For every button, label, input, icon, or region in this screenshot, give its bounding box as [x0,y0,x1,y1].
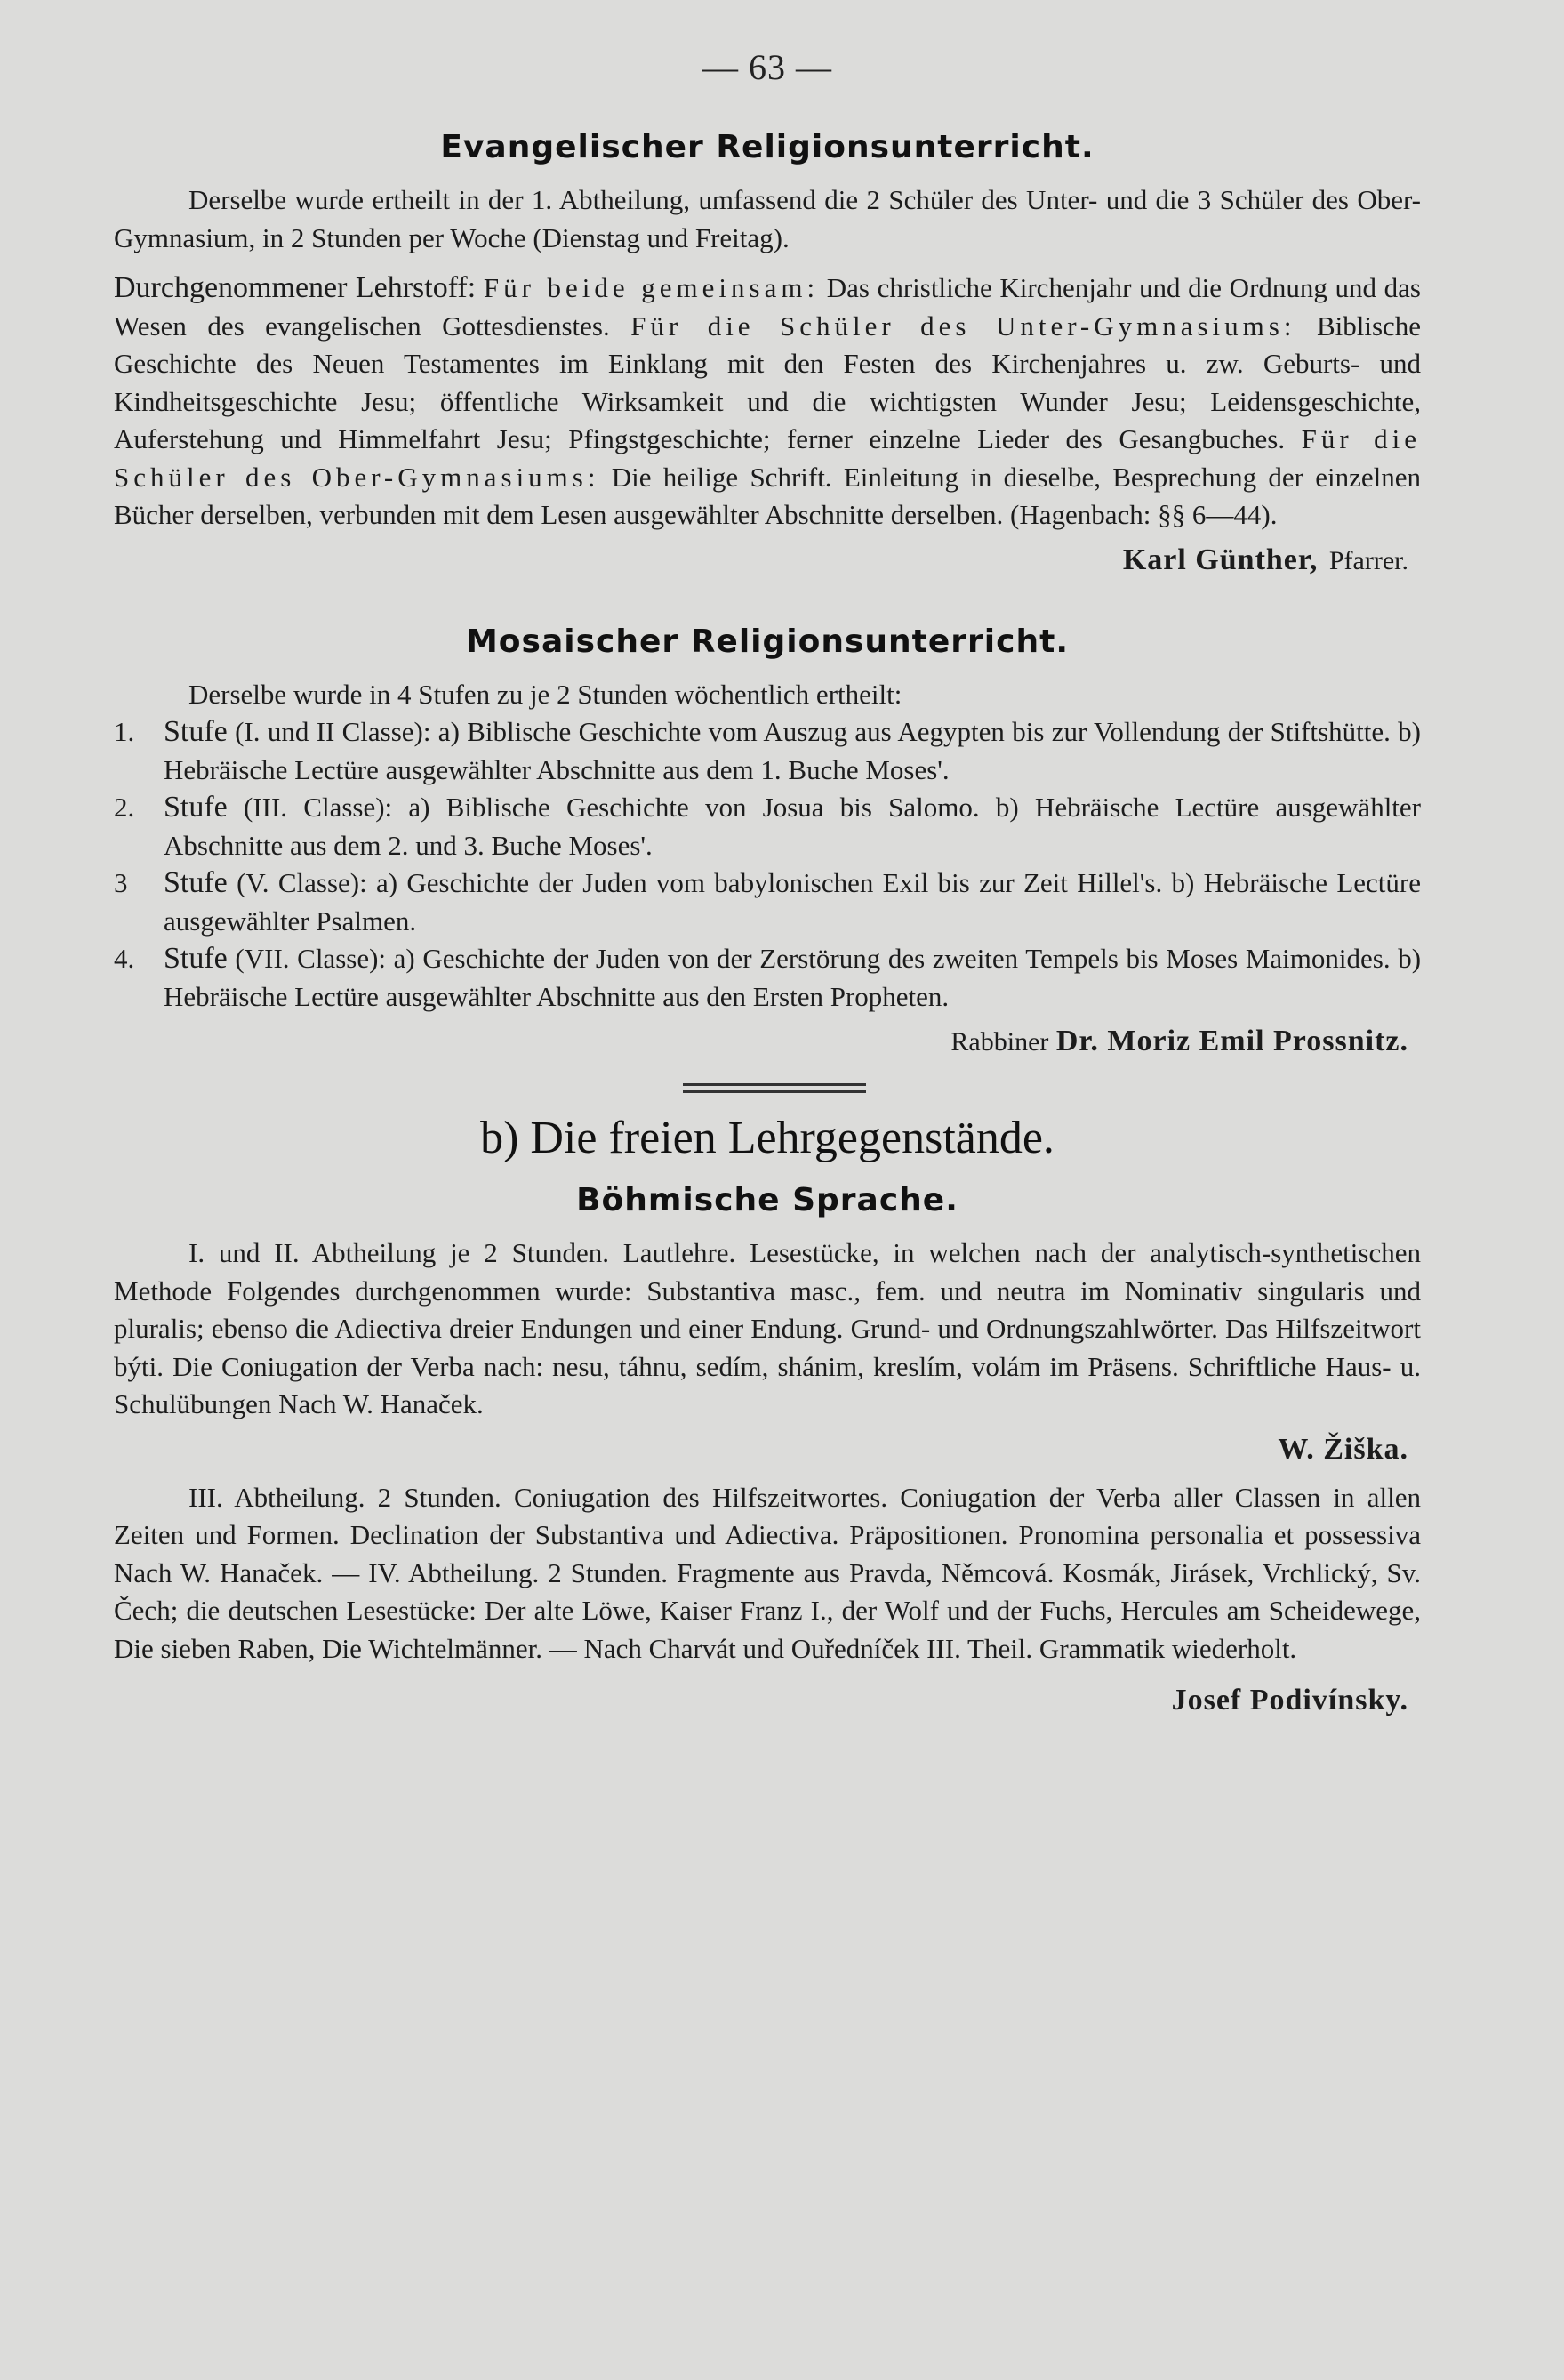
signature-prefix: Rabbiner [950,1027,1049,1057]
boehmisch-signature-2 [114,1684,1408,1717]
mosaisch-intro: Derselbe wurde in 4 Stufen zu je 2 Stunden wöchentlich ertheilt: [188,678,902,710]
list-item [114,713,1421,789]
lehrstoff-text-2: Biblische Geschichte des Neuen Testamentes im Einklang mit den Festen des Kirchenjahres u. zw. Geburts- und Kindheitsgeschichte Jesu; öffentliche Wirksamkeit und die wichtigsten Wunder Jesu; Leidensgeschichte, Auferstehung und Himmelfahrt Jesu; Pfingstgeschichte; ferner einzelne Lieder des Gesangbuches. [114,310,1422,454]
stufen-list [114,713,1421,1016]
evangelisch-lehrstoff [114,269,1421,535]
evangelisch-heading: Evangelischer Religionsunterricht. [440,129,1095,165]
lehrstoff-label: Durchgenommener Lehrstoff: [114,271,477,304]
evangelisch-intro: Derselbe wurde ertheilt in der 1. Abtheilung, umfassend die 2 Schüler des Unter- und die 3 Schüler des Ober-Gymnasium, in 2 Stunden per Woche (Dienstag und Freitag). [114,184,1421,253]
stufe-label: Stufe [164,791,228,824]
signature-name: Dr. Moriz Emil Prossnitz. [1055,1025,1408,1057]
stufe-text: (III. Classe): a) Biblische Geschichte von Josua bis Salomo. b) Hebräische Lectüre ausgewählter Abschnitte aus dem 2. und 3. Buche Moses'. [164,792,1421,861]
lehrstoff-text-1: Das christliche Kirchenjahr und die Ordnung und das Wesen des evangelischen Gottesdienstes. [114,272,1421,342]
signature-name: Josef Podivínsky. [1171,1684,1408,1717]
stufe-label: Stufe [164,715,228,748]
freie-title: b) Die freien Lehrgegenstände. [480,1113,1055,1163]
evangelisch-signature [114,543,1408,577]
fuer-ober-label: Für die Schüler des Ober-Gymnasiums: [114,423,1421,493]
stufe-text: (I. und II Classe): a) Biblische Geschichte vom Auszug aus Aegypten bis zur Vollendung der Stiftshütte. b) Hebräische Lectüre ausgewählter Abschnitte aus dem 1. Buche Moses'. [164,716,1421,785]
stufe-number: 4. [114,943,135,974]
stufe-label: Stufe [164,942,228,975]
list-item [114,864,1421,940]
list-item [114,789,1421,864]
stufe-text: (V. Classe): a) Geschichte der Juden vom babylonischen Exil bis zur Zeit Hillel's. b) Hebräische Lectüre ausgewählter Psalmen. [164,867,1421,937]
boehmisch-para-1: I. und II. Abtheilung je 2 Stunden. Lautlehre. Lesestücke, in welchen nach der analytisch-synthetischen Methode Folgendes durchgenommen wurde: Substantiva masc., fem. und neutra im Nominativ singularis und pluralis; ebenso die Adiectiva dreier Endungen und einer Endung. Grund- und Ordnungszahlwörter. Das Hilfszeitwort býti. Die Coniugation der Verba nach: nesu, táhnu, sedím, shánim, kreslím, volám im Präsens. Schriftliche Haus- u. Schulübungen Nach W. Hanaček. [114,1237,1421,1419]
stufe-text: (VII. Classe): a) Geschichte der Juden von der Zerstörung des zweiten Tempels bis Moses Maimonides. b) Hebräische Lectüre ausgewählter Abschnitte aus den Ersten Propheten. [164,943,1422,1012]
page-content [114,46,1421,1717]
boehmisch-signature-1 [114,1433,1408,1467]
section-mosaisch [114,623,1421,1059]
list-item [114,940,1421,1016]
section-divider [114,1058,1421,1112]
mosaisch-signature [114,1025,1408,1058]
stufe-number: 3 [114,867,128,898]
lehrstoff-text-3: Die heilige Schrift. Einleitung in dieselbe, Besprechung der einzelnen Bücher derselben, verbunden mit dem Lesen ausgewählter Abschnitte derselben. (Hagenbach: §§ 6—44). [114,461,1421,530]
stufe-number: 2. [114,792,135,823]
stufe-label: Stufe [164,866,228,899]
signature-title: Pfarrer. [1328,545,1408,575]
section-freie [114,1112,1421,1717]
page-number: — 63 — [702,47,832,87]
section-evangelisch [114,129,1421,577]
signature-name: W. Žiška. [1278,1432,1408,1466]
stufe-number: 1. [114,716,135,747]
boehmisch-para-2: III. Abtheilung. 2 Stunden. Coniugation des Hilfszeitwortes. Coniugation der Verba aller Classen in allen Zeiten und Formen. Declination der Substantiva und Adiectiva. Präpositionen. Pronomina personalia et possessiva Nach W. Hanaček. — IV. Abtheilung. 2 Stunden. Fragmente aus Pravda, Němcová. Kosmák, Jirásek, Vrchlický, Sv. Čech; die deutschen Lesestücke: Der alte Löwe, Kaiser Franz I., der Wolf und der Fuchs, Hercules am Scheidewege, Die sieben Raben, Die Wichtelmänner. — Nach Charvát und Ouředníček III. Theil. Grammatik wiederholt. [114,1481,1421,1664]
fuer-beide-label: Für beide gemeinsam: [483,272,820,303]
signature-name: Karl Günther, [1122,543,1319,576]
mosaisch-heading: Mosaischer Religionsunterricht. [465,623,1069,660]
boehmisch-heading: Böhmische Sprache. [576,1182,958,1218]
fuer-unter-label: Für die Schüler des Unter-Gymnasiums: [630,310,1296,342]
